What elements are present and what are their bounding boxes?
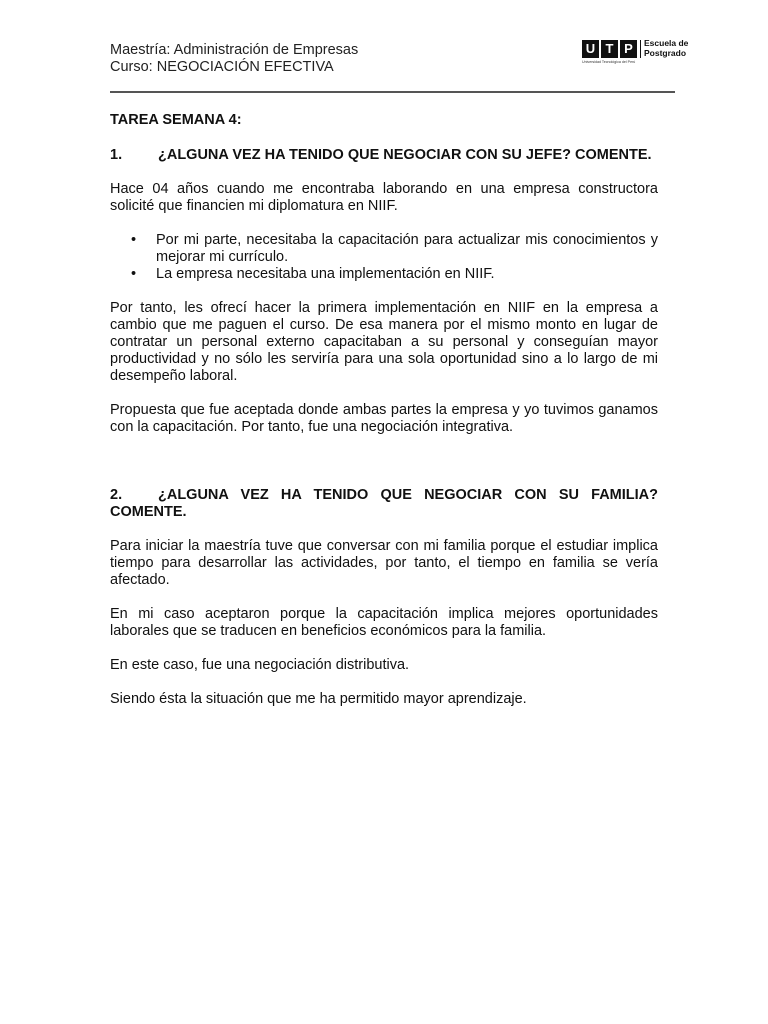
answer-2-paragraph-3: En este caso, fue una negociación distributiva. xyxy=(110,657,410,673)
header-program: Maestría: Administración de Empresas xyxy=(110,42,359,58)
logo-letter-u: U xyxy=(582,40,599,58)
section-spacer xyxy=(110,453,658,487)
question-2 xyxy=(110,487,658,521)
list-item: • Por mi parte, necesitaba la capacitación para actualizar mis conocimientos y mejorar mi currículo. xyxy=(131,232,658,265)
answer-1-paragraph-1: Hace 04 años cuando me encontraba laborando en una empresa constructora solicité que financien mi diplomatura en NIIF. xyxy=(110,181,658,214)
answer-2-paragraph-1: Para iniciar la maestría tuve que conversar con mi familia porque el estudiar implica tiempo para desarrollar las actividades, por tanto, el tiempo en familia se vería afectado. xyxy=(110,538,658,588)
question-1-number: 1. xyxy=(110,147,123,163)
answer-1-paragraph-3: Propuesta que fue aceptada donde ambas partes la empresa y yo tuvimos ganamos con la capacitación. Por tanto, fue una negociación integrativa. xyxy=(110,402,658,435)
answer-1-bullet-list xyxy=(110,232,658,283)
answer-2-paragraph-2: En mi caso aceptaron porque la capacitación implica mejores oportunidades laborales que se traducen en beneficios económicos para la familia. xyxy=(110,606,658,639)
question-1 xyxy=(110,147,658,164)
bullet-icon: • xyxy=(131,266,137,282)
list-item: • La empresa necesitaba una implementación en NIIF. xyxy=(131,266,495,282)
header-divider xyxy=(110,91,675,93)
logo-letter-t: T xyxy=(601,40,618,58)
logo-school-name xyxy=(644,39,690,58)
question-1-text: ¿ALGUNA VEZ HA TENIDO QUE NEGOCIAR CON SU JEFE? COMENTE. xyxy=(158,147,652,163)
utp-logo xyxy=(582,38,689,68)
document-body xyxy=(110,112,658,725)
assignment-title: TAREA SEMANA 4: xyxy=(110,112,242,128)
bullet-icon: • xyxy=(131,232,137,248)
logo-letter-p: P xyxy=(620,40,637,58)
logo-name-line2: Postgrado xyxy=(644,47,687,58)
header-course: Curso: NEGOCIACIÓN EFECTIVA xyxy=(110,59,334,75)
answer-1-paragraph-2: Por tanto, les ofrecí hacer la primera implementación en NIIF en la empresa a cambio que me paguen el curso. De esa manera por el mismo monto en lugar de contratar un personal externo capacitaban a su personal y conseguían mayor productividad y no sólo les serviría para una sola oportunidad sino a lo largo de mi desempeño laboral. xyxy=(110,300,658,384)
question-2-number: 2. xyxy=(110,487,123,503)
logo-name-line1: Escuela de xyxy=(644,38,689,48)
logo-university-name: Universidad Tecnológica del Perú xyxy=(582,60,636,64)
question-2-text: ¿ALGUNA VEZ HA TENIDO QUE NEGOCIAR CON SU FAMILIA? COMENTE. xyxy=(110,487,658,520)
answer-2-paragraph-4: Siendo ésta la situación que me ha permitido mayor aprendizaje. xyxy=(110,691,527,707)
logo-separator xyxy=(640,40,641,58)
